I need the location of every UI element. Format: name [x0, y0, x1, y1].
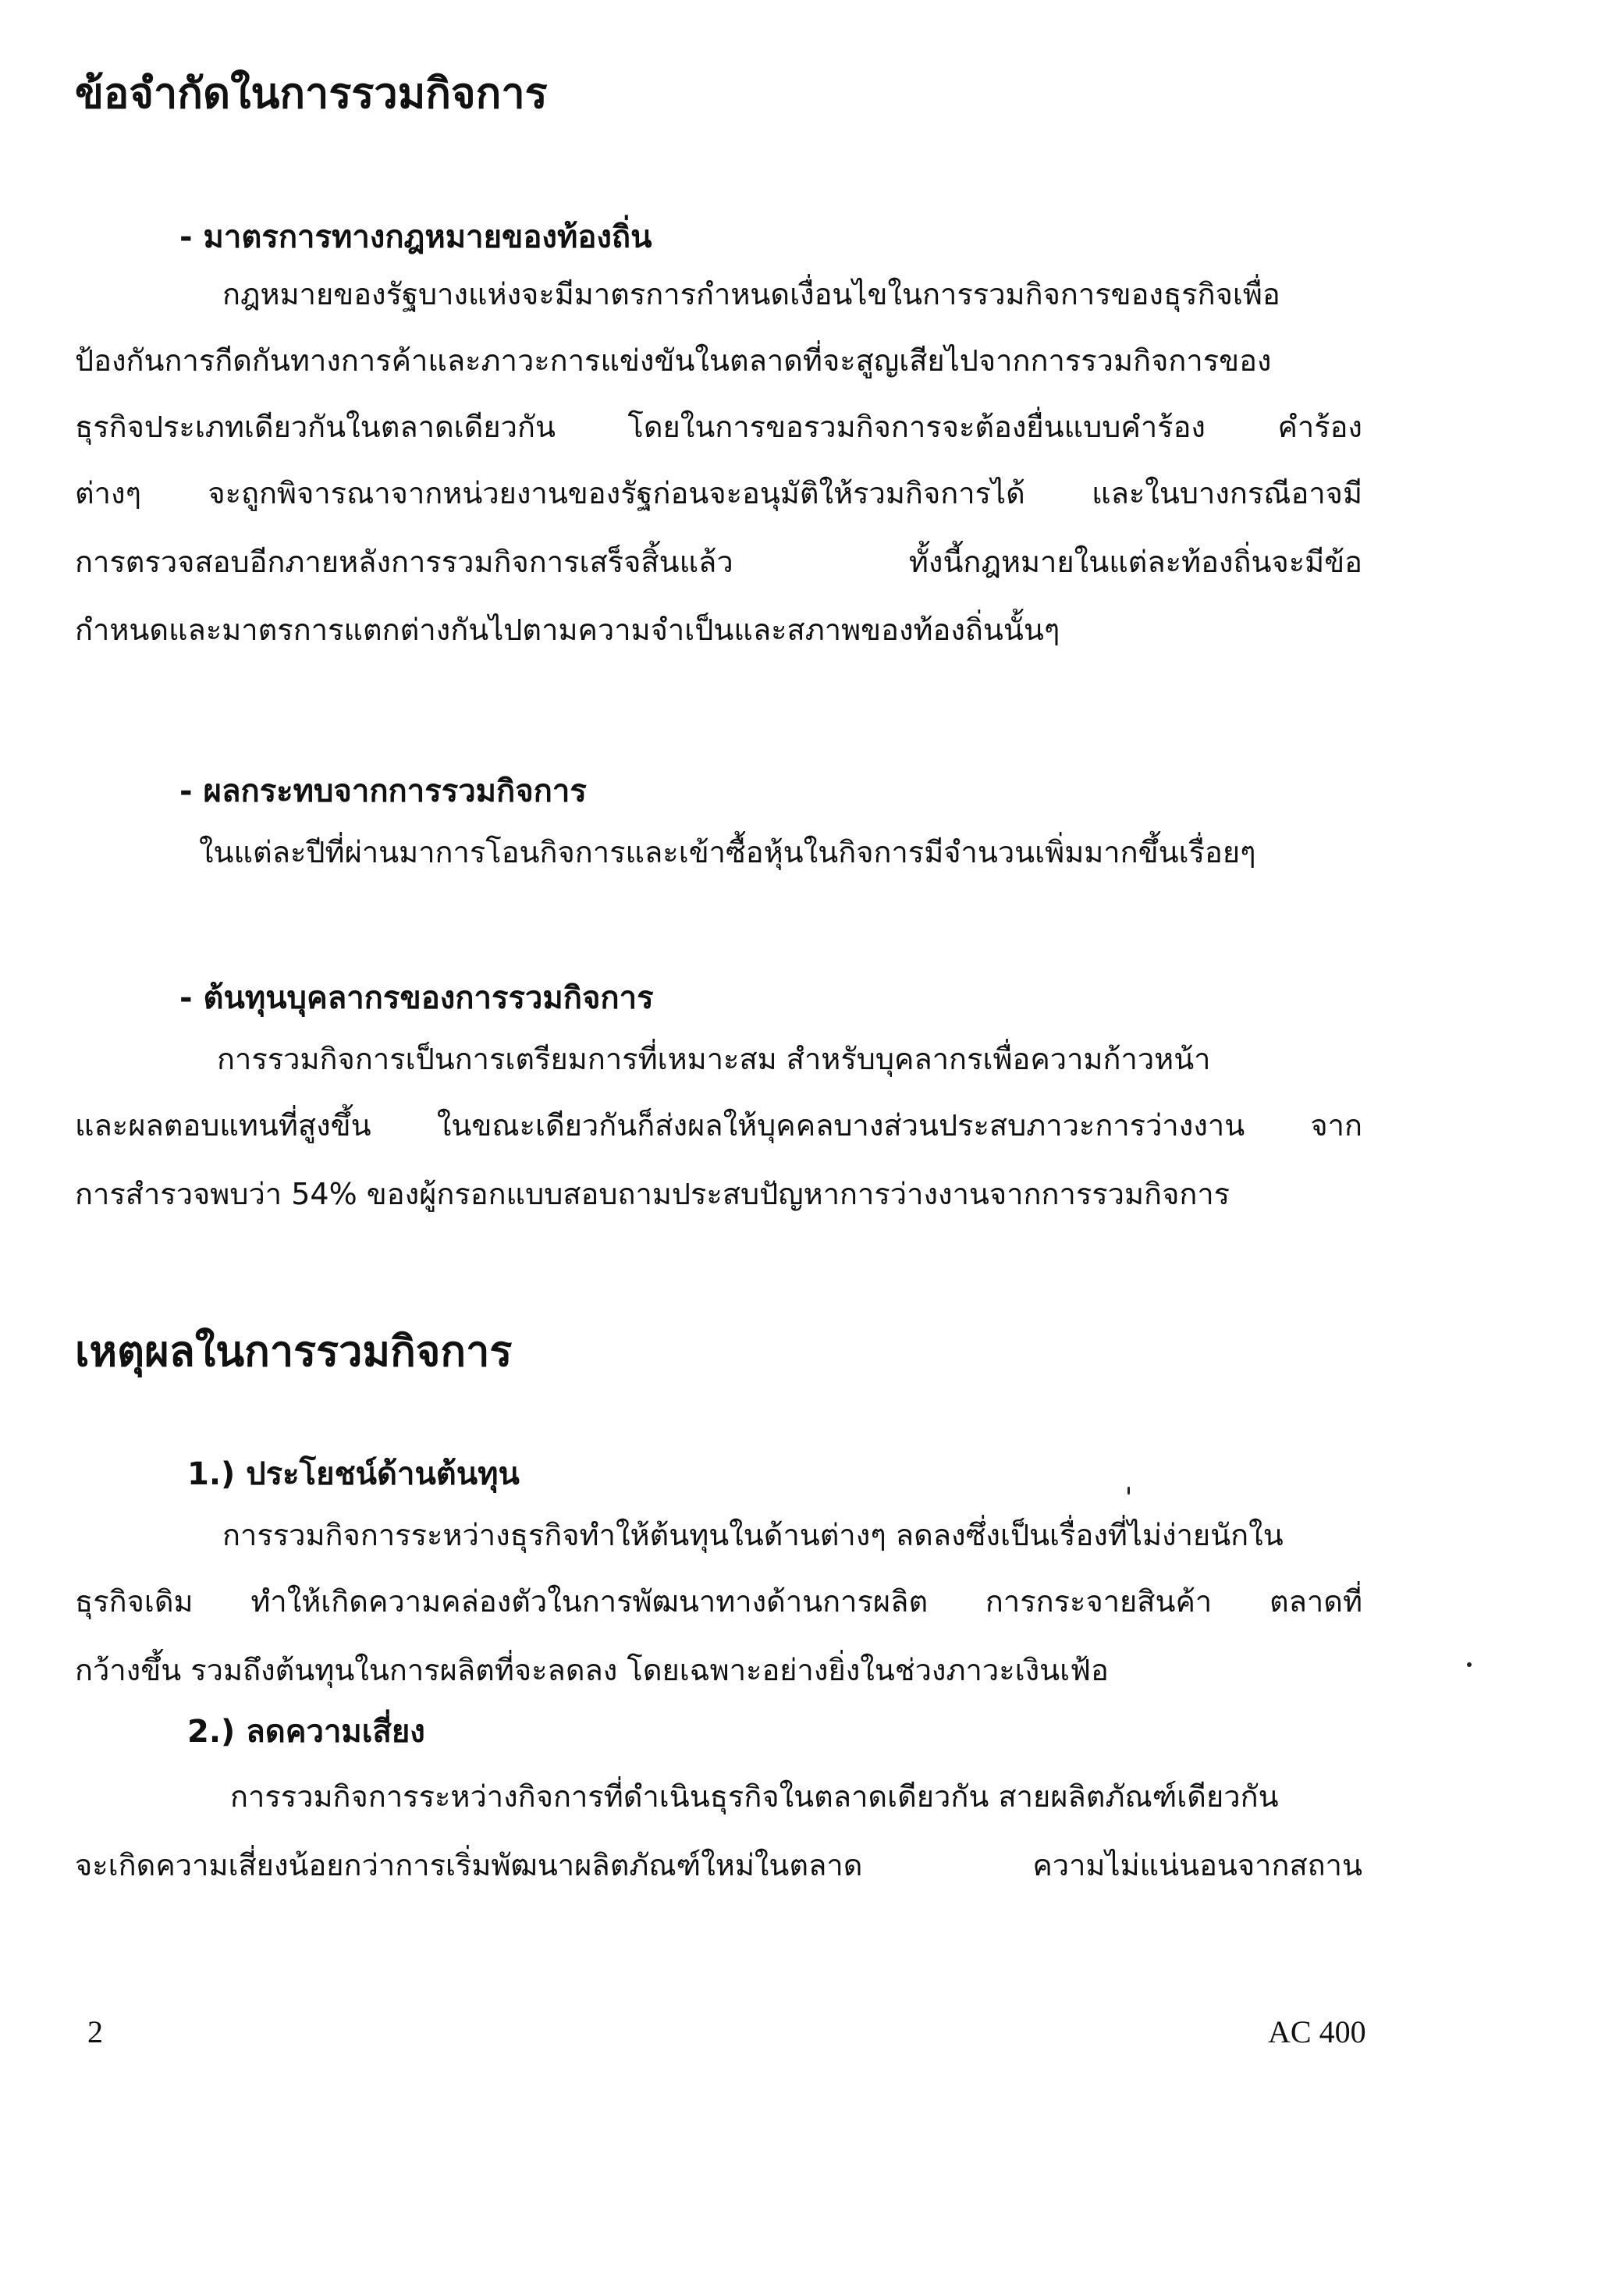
page-number: 2 [87, 2014, 103, 2049]
paragraph-line: การสำรวจพบว่า 54% ของผู้กรอกแบบสอบถามประสบปัญหาการว่างงานจากการรวมกิจการ [75, 1177, 1230, 1211]
subheading-personnel-cost: - ต้นทุนบุคลากรของการรวมกิจการ [179, 980, 654, 1016]
subheading-impact: - ผลกระทบจากการรวมกิจการ [179, 773, 587, 809]
paragraph-line: ในแต่ละปีที่ผ่านมาการโอนกิจการและเข้าซื้อหุ้นในกิจการมีจำนวนเพิ่มมากขึ้นเรื่อยๆ [199, 835, 1256, 869]
scan-speck [1127, 1487, 1130, 1495]
paragraph-line: กว้างขึ้น รวมถึงต้นทุนในการผลิตที่จะลดลง โดยเฉพาะอย่างยิ่งในช่วงภาวะเงินเฟ้อ [75, 1653, 1109, 1687]
subheading-cost-benefit: 1.) ประโยชน์ด้านต้นทุน [187, 1456, 520, 1492]
paragraph-line: การรวมกิจการระหว่างธุรกิจทำให้ต้นทุนในด้านต่างๆ ลดลงซึ่งเป็นเรื่องที่ไม่ง่ายนักใน [222, 1518, 1284, 1552]
course-code: AC 400 [1268, 2014, 1366, 2049]
paragraph-line: การรวมกิจการระหว่างกิจการที่ดำเนินธุรกิจในตลาดเดียวกัน สายผลิตภัณฑ์เดียวกัน [230, 1779, 1279, 1814]
section-heading-limitations: ข้อจำกัดในการรวมกิจการ [75, 69, 548, 118]
paragraph-line: การตรวจสอบอีกภายหลังการรวมกิจการเสร็จสิ้นแล้ว ทั้งนี้กฎหมายในแต่ละท้องถิ่นจะมีข้อ [75, 545, 1362, 579]
paragraph-line: ต่างๆ จะถูกพิจารณาจากหน่วยงานของรัฐก่อนจะอนุมัติให้รวมกิจการได้ และในบางกรณีอาจมี [75, 476, 1362, 510]
subheading-risk-reduction: 2.) ลดความเสี่ยง [187, 1714, 425, 1750]
paragraph-line: ธุรกิจเดิม ทำให้เกิดความคล่องตัวในการพัฒนาทางด้านการผลิต การกระจายสินค้า ตลาดที่ [75, 1584, 1362, 1619]
paragraph-line: ธุรกิจประเภทเดียวกันในตลาดเดียวกัน โดยในการขอรวมกิจการจะต้องยื่นแบบคำร้อง คำร้อง [75, 410, 1362, 444]
paragraph-line: กฎหมายของรัฐบางแห่งจะมีมาตรการกำหนดเงื่อนไขในการรวมกิจการของธุรกิจเพื่อ [222, 277, 1280, 311]
paragraph-line: และผลตอบแทนที่สูงขึ้น ในขณะเดียวกันก็ส่งผลให้บุคคลบางส่วนประสบภาวะการว่างงาน จาก [75, 1108, 1362, 1143]
paragraph-line: การรวมกิจการเป็นการเตรียมการที่เหมาะสม สำหรับบุคลากรเพื่อความก้าวหน้า [217, 1042, 1211, 1076]
paragraph-line: ป้องกันการกีดกันทางการค้าและภาวะการแข่งขันในตลาดที่จะสูญเสียไปจากการรวมกิจการของ [75, 343, 1272, 378]
section-heading-reasons: เหตุผลในการรวมกิจการ [75, 1327, 513, 1376]
subheading-legal-measures: - มาตรการทางกฎหมายของท้องถิ่น [179, 219, 652, 255]
paragraph-line: กำหนดและมาตรการแตกต่างกันไปตามความจำเป็นและสภาพของท้องถิ่นนั้นๆ [75, 613, 1060, 647]
paragraph-line: จะเกิดความเสี่ยงน้อยกว่าการเริ่มพัฒนาผลิตภัณฑ์ใหม่ในตลาด ความไม่แน่นอนจากสถาน [75, 1848, 1362, 1882]
scan-speck [1467, 1662, 1472, 1667]
